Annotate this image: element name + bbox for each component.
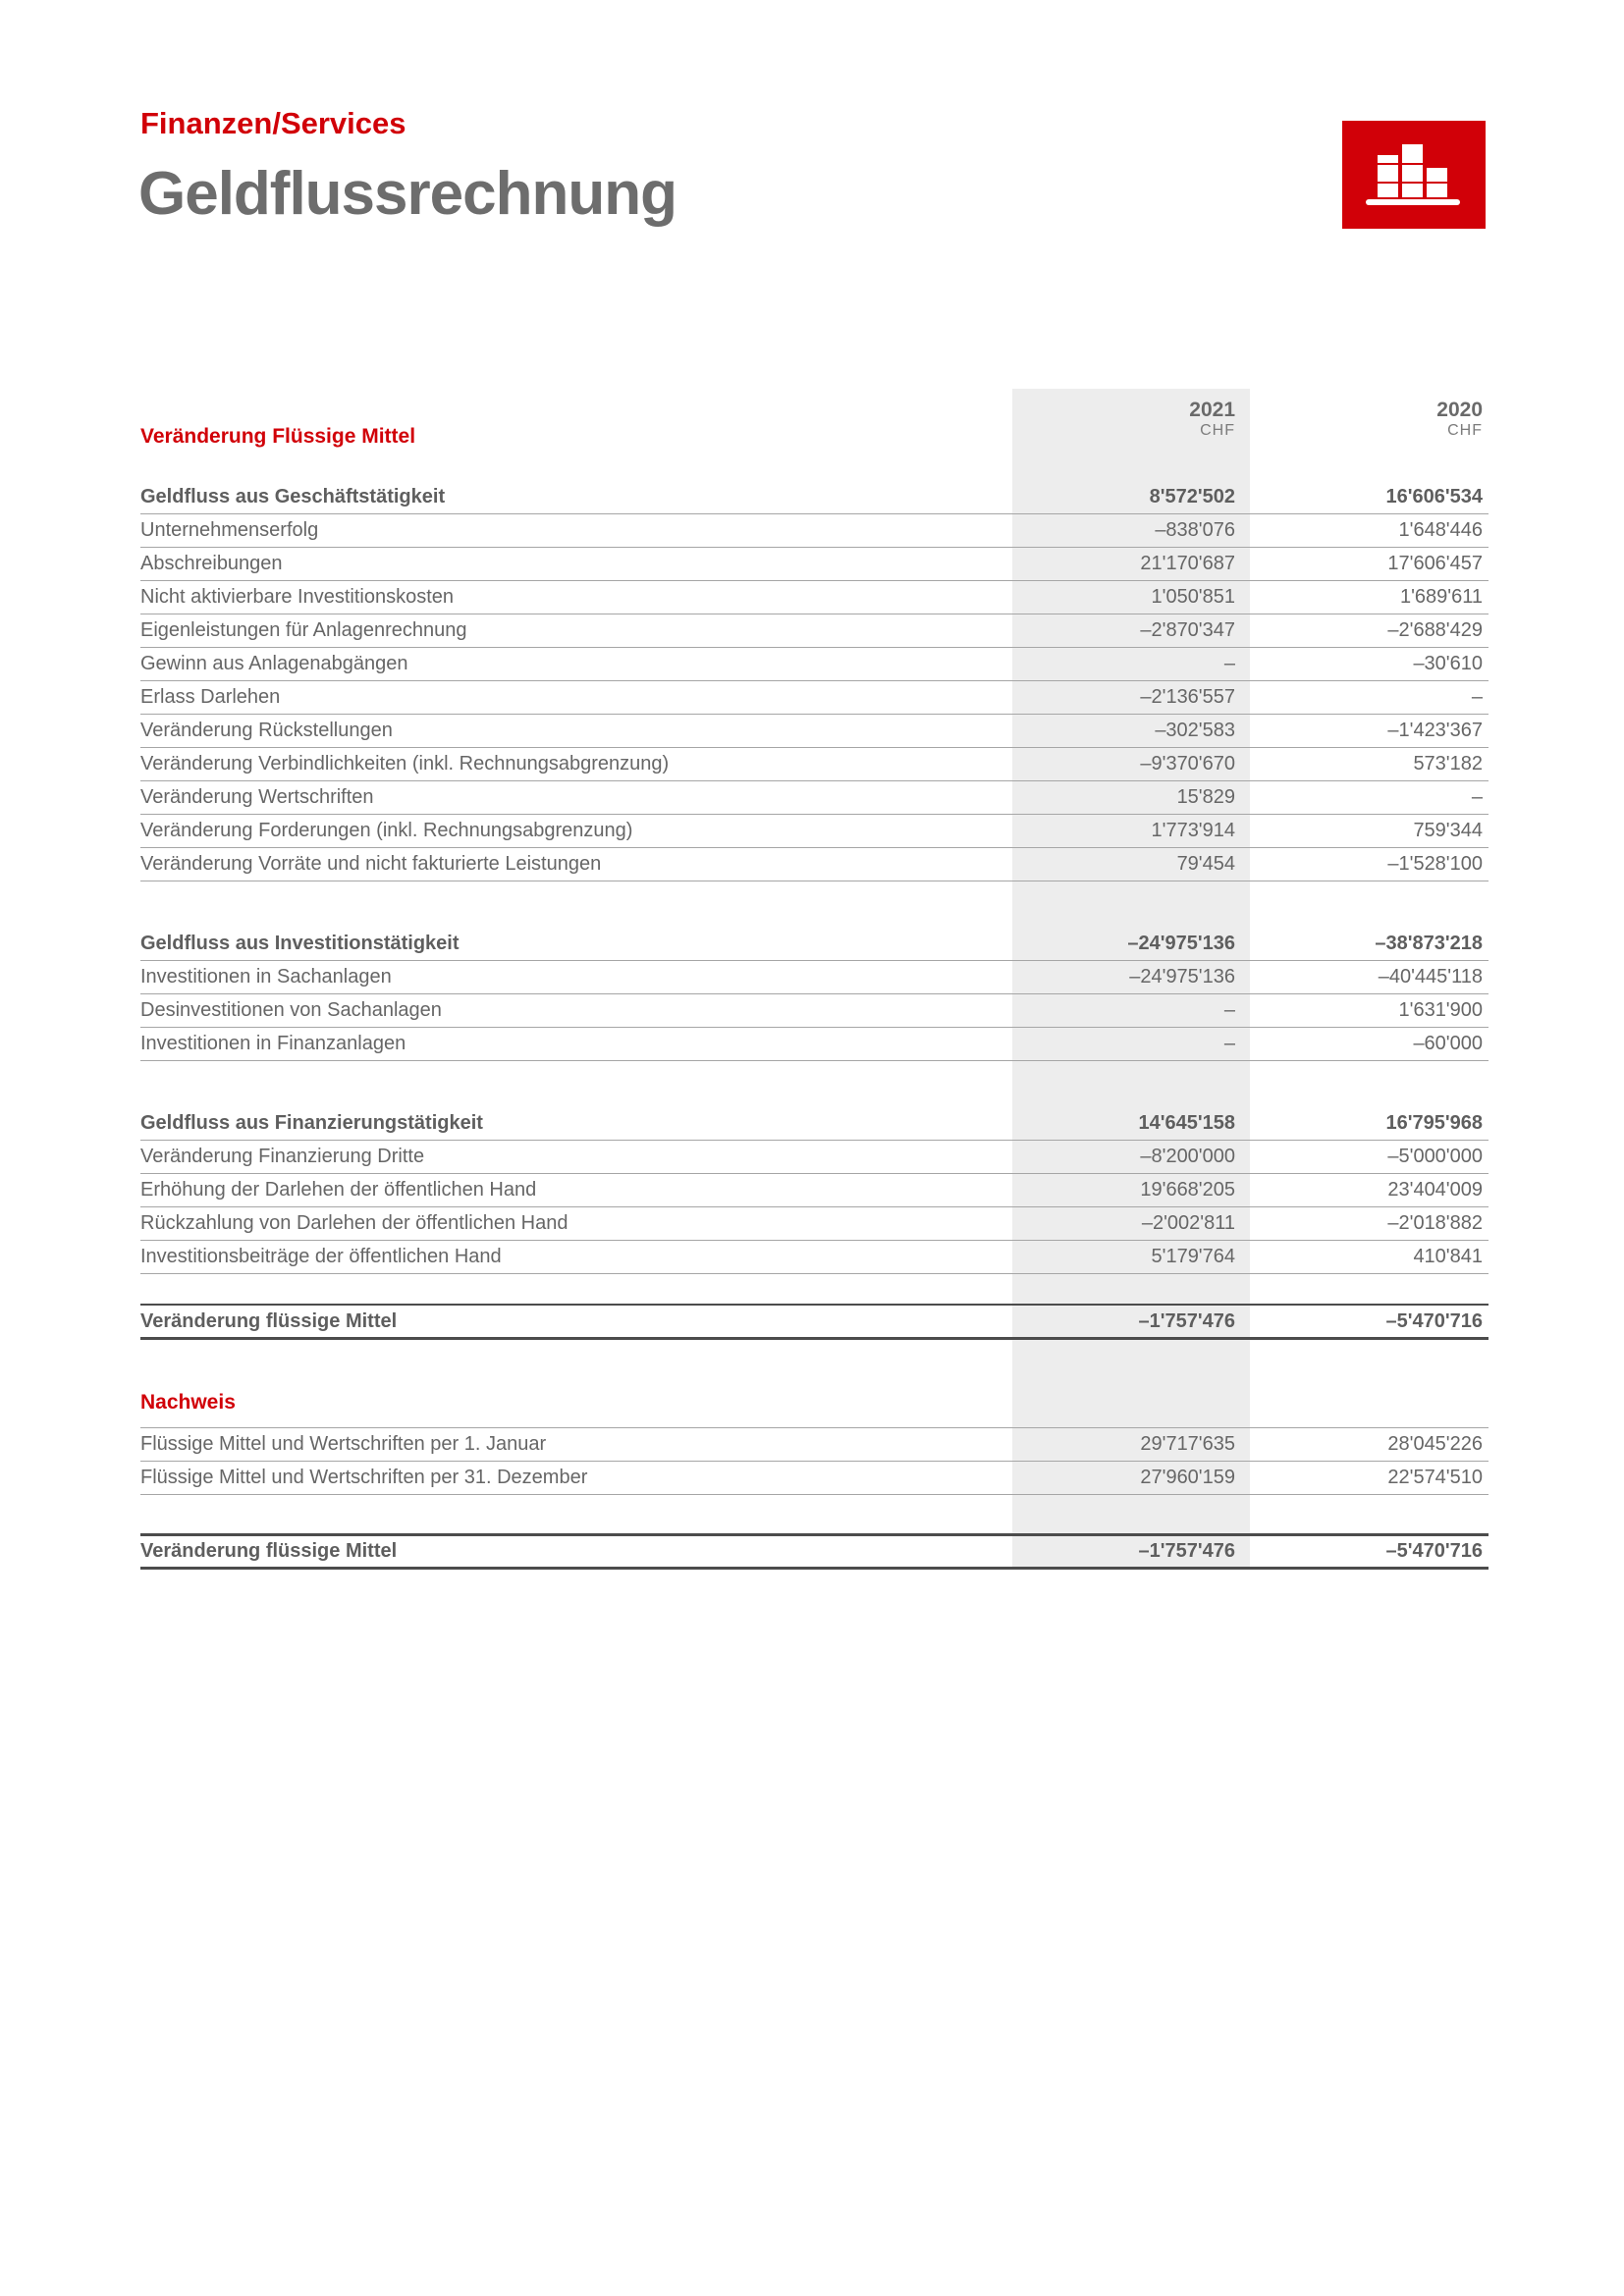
table-row xyxy=(140,1107,1489,1141)
value-2021: – xyxy=(1223,999,1235,1021)
table-row xyxy=(140,614,1489,648)
value-2020: 16'606'534 xyxy=(1385,486,1483,507)
value-2021: –2'136'557 xyxy=(1140,686,1235,708)
row-label: Veränderung flüssige Mittel xyxy=(140,1540,398,1562)
table-row xyxy=(140,815,1489,848)
value-2021: – xyxy=(1223,653,1235,674)
table-row xyxy=(140,1428,1489,1462)
row-label: Investitionsbeiträge der öffentlichen Hand xyxy=(140,1246,502,1267)
table-header xyxy=(140,389,1489,452)
table-section xyxy=(140,928,1489,1061)
value-2020: 759'344 xyxy=(1413,820,1483,841)
value-2021: 1'773'914 xyxy=(1151,820,1235,841)
value-2021: 27'960'159 xyxy=(1140,1467,1235,1488)
row-label: Nicht aktivierbare Investitionskosten xyxy=(140,586,455,608)
value-2020: –60'000 xyxy=(1413,1033,1483,1054)
table-row xyxy=(140,681,1489,715)
value-2021: 21'170'687 xyxy=(1140,553,1235,574)
row-label: Veränderung flüssige Mittel xyxy=(140,1309,398,1332)
value-2021: –2'870'347 xyxy=(1140,619,1235,641)
table-row xyxy=(140,1533,1489,1570)
row-label: Flüssige Mittel und Wertschriften per 31. Dezember xyxy=(140,1467,588,1488)
value-2020: 16'795'968 xyxy=(1385,1112,1483,1134)
row-label: Desinvestitionen von Sachanlagen xyxy=(140,999,442,1021)
table-row xyxy=(140,928,1489,961)
value-2021: –1'757'476 xyxy=(1138,1540,1235,1562)
row-label: Erlass Darlehen xyxy=(140,686,281,708)
column-year: 2021 xyxy=(1189,399,1235,421)
value-2021: 8'572'502 xyxy=(1149,486,1235,507)
table-row xyxy=(140,748,1489,781)
subsection-heading xyxy=(140,1363,1489,1427)
value-2021: – xyxy=(1223,1033,1235,1054)
value-2021: 5'179'764 xyxy=(1151,1246,1235,1267)
value-2020: –1'423'367 xyxy=(1387,720,1483,741)
row-label: Veränderung Vorräte und nicht fakturierte Leistungen xyxy=(140,853,602,875)
row-label: Investitionen in Sachanlagen xyxy=(140,966,392,988)
table-row xyxy=(140,1028,1489,1061)
table-row xyxy=(140,481,1489,514)
table-section xyxy=(140,1107,1489,1274)
value-2020: 1'689'611 xyxy=(1399,586,1483,608)
value-2020: 22'574'510 xyxy=(1387,1467,1483,1488)
table-section xyxy=(140,481,1489,881)
value-2021: –838'076 xyxy=(1155,519,1235,541)
row-label: Gewinn aus Anlagenabgängen xyxy=(140,653,408,674)
value-2020: 23'404'009 xyxy=(1387,1179,1483,1201)
row-label: Veränderung Verbindlichkeiten (inkl. Rechnungsabgrenzung) xyxy=(140,753,670,774)
value-2020: –2'018'882 xyxy=(1387,1212,1483,1234)
row-label: Investitionen in Finanzanlagen xyxy=(140,1033,406,1054)
table-body xyxy=(140,481,1489,1570)
value-2020: –30'610 xyxy=(1413,653,1483,674)
value-2021: –24'975'136 xyxy=(1127,933,1235,954)
page-title: Geldflussrechnung xyxy=(138,160,677,228)
row-label: Eigenleistungen für Anlagenrechnung xyxy=(140,619,467,641)
table-row xyxy=(140,548,1489,581)
table-row xyxy=(140,1207,1489,1241)
value-2020: 17'606'457 xyxy=(1387,553,1483,574)
row-label: Erhöhung der Darlehen der öffentlichen Hand xyxy=(140,1179,537,1201)
value-2020: 410'841 xyxy=(1413,1246,1483,1267)
value-2020: – xyxy=(1471,686,1483,708)
cash-flow-table xyxy=(140,389,1489,1570)
row-label: Unternehmenserfolg xyxy=(140,519,319,541)
value-2021: –24'975'136 xyxy=(1129,966,1235,988)
value-2020: –1'528'100 xyxy=(1387,853,1483,875)
value-2020: 1'648'446 xyxy=(1398,519,1483,541)
table-row xyxy=(140,1241,1489,1274)
table-row xyxy=(140,648,1489,681)
value-2020: –5'000'000 xyxy=(1387,1146,1483,1167)
value-2021: 14'645'158 xyxy=(1138,1112,1235,1134)
value-2020: –5'470'716 xyxy=(1385,1309,1483,1332)
value-2021: 15'829 xyxy=(1176,786,1235,808)
column-header-2021 xyxy=(1012,389,1250,452)
value-2020: –40'445'118 xyxy=(1378,966,1483,988)
table-row xyxy=(140,781,1489,815)
row-label: Veränderung Wertschriften xyxy=(140,786,374,808)
table-title: Veränderung Flüssige Mittel xyxy=(140,425,416,448)
value-2020: –2'688'429 xyxy=(1387,619,1483,641)
row-label: Veränderung Forderungen (inkl. Rechnungsabgrenzung) xyxy=(140,820,633,841)
table-row xyxy=(140,994,1489,1028)
table-section xyxy=(140,1427,1489,1495)
row-label: Flüssige Mittel und Wertschriften per 1. Januar xyxy=(140,1433,547,1455)
column-currency: CHF xyxy=(1200,422,1235,439)
value-2020: –38'873'218 xyxy=(1375,933,1483,954)
value-2021: 79'454 xyxy=(1176,853,1235,875)
table-row xyxy=(140,848,1489,881)
table-row xyxy=(140,1304,1489,1340)
row-label: Geldfluss aus Geschäftstätigkeit xyxy=(140,486,446,507)
value-2021: –9'370'670 xyxy=(1140,753,1235,774)
table-row xyxy=(140,715,1489,748)
column-currency: CHF xyxy=(1447,422,1483,439)
table-row xyxy=(140,514,1489,548)
column-header-2020 xyxy=(1250,389,1489,452)
value-2020: 28'045'226 xyxy=(1387,1433,1483,1455)
value-2021: 19'668'205 xyxy=(1140,1179,1235,1201)
value-2021: –302'583 xyxy=(1155,720,1235,741)
value-2020: 1'631'900 xyxy=(1398,999,1483,1021)
value-2021: –8'200'000 xyxy=(1140,1146,1235,1167)
row-label: Geldfluss aus Finanzierungstätigkeit xyxy=(140,1112,483,1134)
table-row xyxy=(140,1174,1489,1207)
table-row xyxy=(140,1141,1489,1174)
table-row xyxy=(140,1462,1489,1495)
table-row xyxy=(140,581,1489,614)
row-label: Abschreibungen xyxy=(140,553,283,574)
subsection-title: Nachweis xyxy=(140,1391,236,1414)
row-label: Veränderung Finanzierung Dritte xyxy=(140,1146,425,1167)
table-row xyxy=(140,961,1489,994)
row-label: Veränderung Rückstellungen xyxy=(140,720,393,741)
department-label: Finanzen/Services xyxy=(140,106,406,140)
value-2021: –2'002'811 xyxy=(1141,1212,1235,1234)
value-2021: –1'757'476 xyxy=(1138,1309,1235,1332)
value-2020: –5'470'716 xyxy=(1385,1540,1483,1562)
value-2020: 573'182 xyxy=(1413,753,1483,774)
row-label: Geldfluss aus Investitionstätigkeit xyxy=(140,933,460,954)
bar-chart-blocks-icon xyxy=(1342,121,1486,229)
value-2021: 1'050'851 xyxy=(1151,586,1235,608)
value-2021: 29'717'635 xyxy=(1140,1433,1235,1455)
row-label: Rückzahlung von Darlehen der öffentlichen Hand xyxy=(140,1212,568,1234)
value-2020: – xyxy=(1471,786,1483,808)
column-year: 2020 xyxy=(1436,399,1483,421)
